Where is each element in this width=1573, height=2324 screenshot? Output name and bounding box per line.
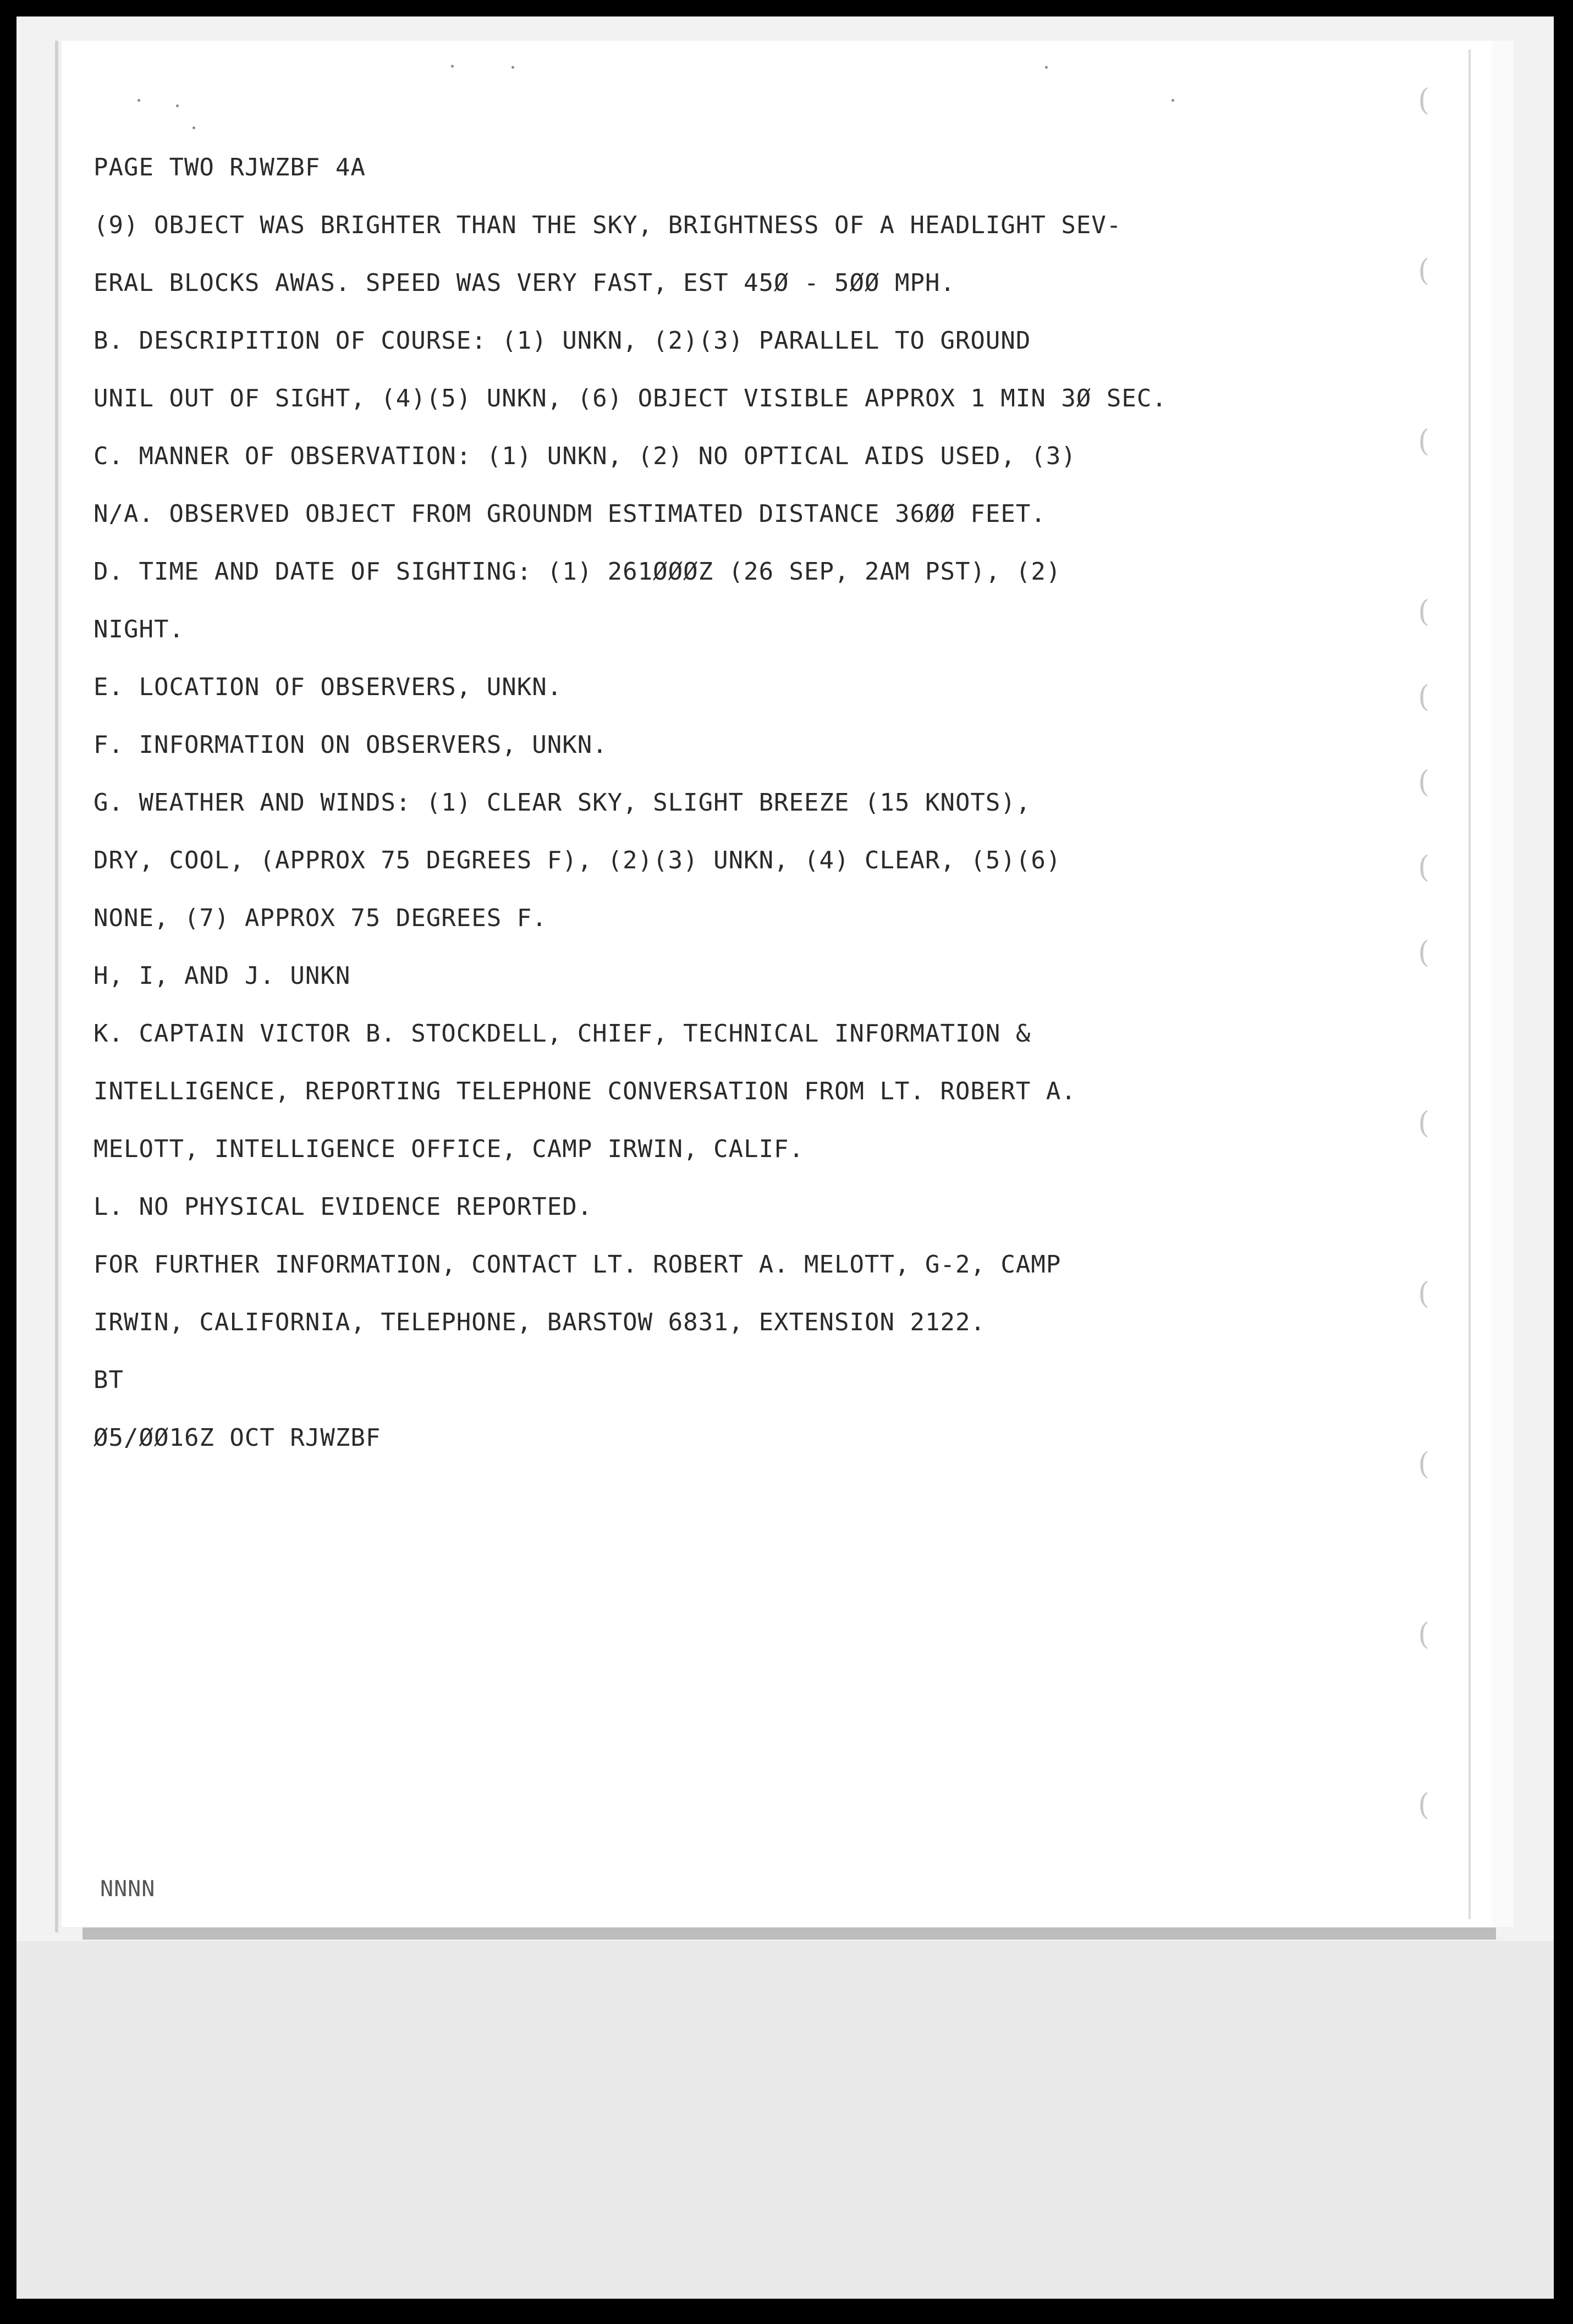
scan-speck [451,65,454,68]
page-right-edge [1469,49,1471,1919]
feed-hole-mark: ( [1418,594,1430,629]
scan-speck [138,99,140,102]
scan-speck [193,126,195,129]
feed-hole-mark: ( [1418,935,1430,970]
message-line: L. NO PHYSICAL EVIDENCE REPORTED. [94,1193,593,1221]
message-line: INTELLIGENCE, REPORTING TELEPHONE CONVERSATION FROM LT. ROBERT A. [94,1077,1076,1105]
message-line: UNIL OUT OF SIGHT, (4)(5) UNKN, (6) OBJECT VISIBLE APPROX 1 MIN 3Ø SEC. [94,384,1167,412]
page-left-edge [55,41,58,1932]
message-line: MELOTT, INTELLIGENCE OFFICE, CAMP IRWIN, CALIF. [94,1135,805,1163]
scan-speck [1045,66,1048,69]
feed-hole-mark: ( [1418,1276,1430,1310]
message-line: K. CAPTAIN VICTOR B. STOCKDELL, CHIEF, TECHNICAL INFORMATION & [94,1020,1031,1048]
message-line: NONE, (7) APPROX 75 DEGREES F. [94,904,547,932]
scanner-bed [16,1941,1554,2299]
feed-hole-mark: ( [1418,423,1430,458]
message-line: PAGE TWO RJWZBF 4A [94,153,366,181]
scan-speck [176,104,179,107]
feed-hole-mark: ( [1418,1105,1430,1140]
feed-hole-mark: ( [1418,764,1430,799]
message-line: D. TIME AND DATE OF SIGHTING: (1) 261ØØØZ (26 SEP, 2AM PST), (2) [94,558,1062,586]
message-line: ERAL BLOCKS AWAS. SPEED WAS VERY FAST, EST 45Ø - 5ØØ MPH. [94,269,955,297]
message-line: C. MANNER OF OBSERVATION: (1) UNKN, (2) NO OPTICAL AIDS USED, (3) [94,442,1076,470]
message-line: (9) OBJECT WAS BRIGHTER THAN THE SKY, BRIGHTNESS OF A HEADLIGHT SEV- [94,211,1122,239]
message-line: DRY, COOL, (APPROX 75 DEGREES F), (2)(3) UNKN, (4) CLEAR, (5)(6) [94,846,1062,874]
message-line: N/A. OBSERVED OBJECT FROM GROUNDM ESTIMATED DISTANCE 36ØØ FEET. [94,500,1046,528]
end-of-message-marker: NNNN [100,1876,156,1902]
message-line: E. LOCATION OF OBSERVERS, UNKN. [94,673,563,701]
message-line: H, I, AND J. UNKN [94,962,351,990]
message-line: BT [94,1366,124,1394]
message-line: Ø5/ØØ16Z OCT RJWZBF [94,1424,381,1452]
feed-hole-mark: ( [1418,82,1430,117]
message-line: FOR FURTHER INFORMATION, CONTACT LT. ROBERT A. MELOTT, G-2, CAMP [94,1251,1062,1279]
message-line: IRWIN, CALIFORNIA, TELEPHONE, BARSTOW 6831, EXTENSION 2122. [94,1308,986,1336]
feed-hole-mark: ( [1418,1446,1430,1481]
scan-speck [1172,99,1174,102]
feed-hole-mark: ( [1418,679,1430,714]
message-line: B. DESCRIPITION OF COURSE: (1) UNKN, (2)(3) PARALLEL TO GROUND [94,327,1031,355]
feed-hole-mark: ( [1418,1787,1430,1822]
message-line: NIGHT. [94,615,184,643]
tractor-feed-marks [1418,82,1440,1919]
teletype-message-body [94,139,1402,1467]
feed-hole-mark: ( [1418,850,1430,884]
scan-speck [512,66,514,69]
message-line: F. INFORMATION ON OBSERVERS, UNKN. [94,731,608,759]
feed-hole-mark: ( [1418,1617,1430,1651]
message-line: G. WEATHER AND WINDS: (1) CLEAR SKY, SLIGHT BREEZE (15 KNOTS), [94,789,1031,817]
paper-shadow [82,1928,1496,1940]
feed-hole-mark: ( [1418,253,1430,288]
